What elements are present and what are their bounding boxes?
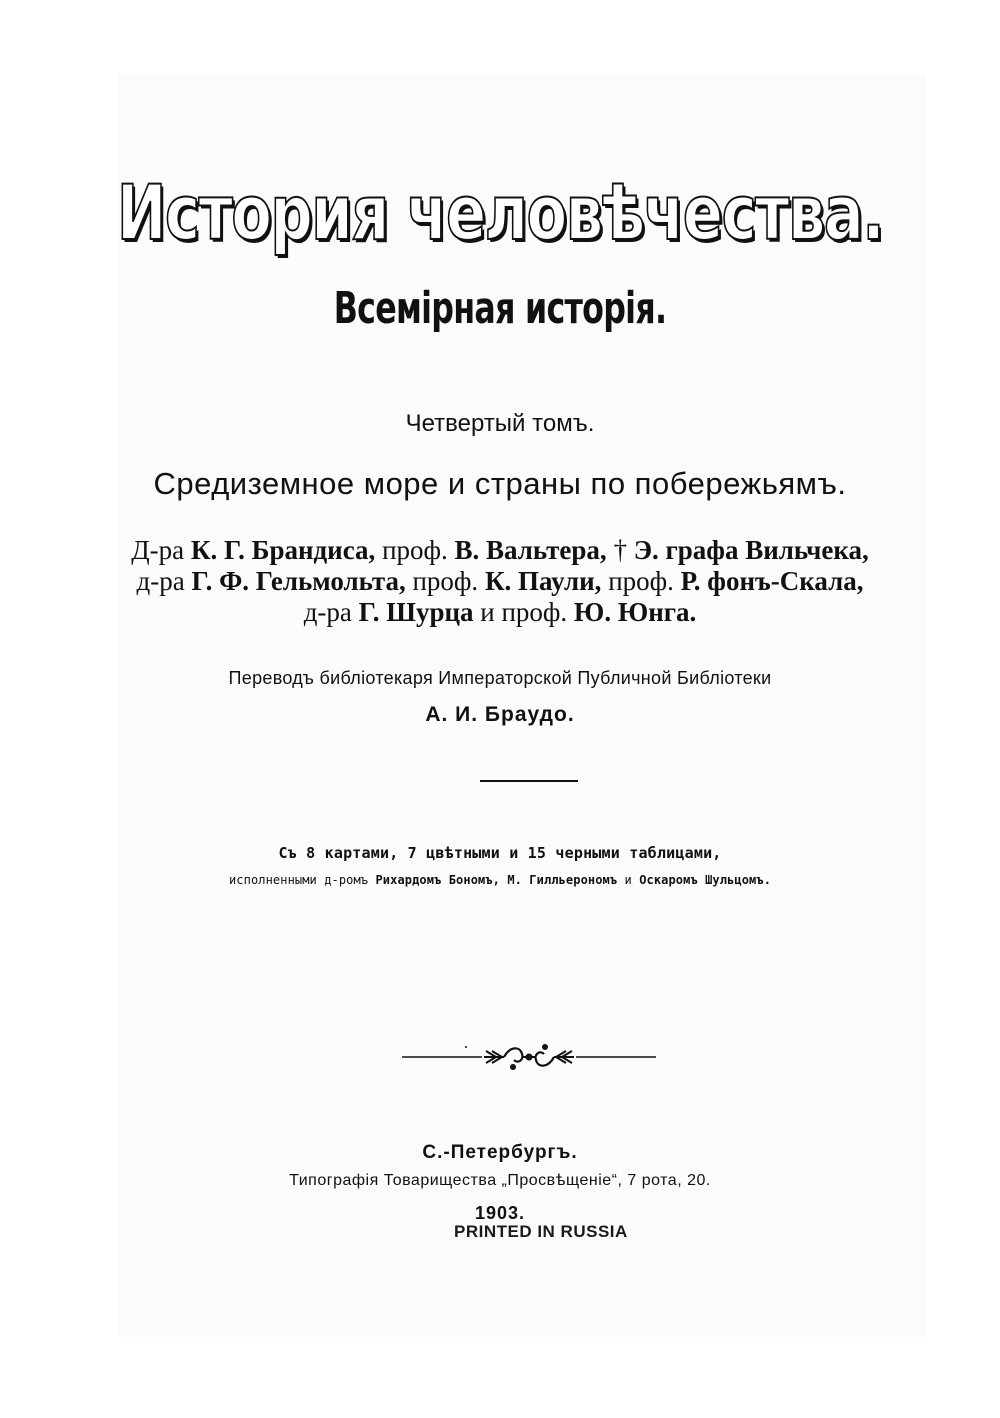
- illustrations-text: исполненными д-ромъ: [228, 873, 376, 887]
- divider-rule: [480, 780, 578, 782]
- book-subtitle: Всемірная исторія.: [333, 283, 667, 334]
- illustrator-name: М. Гилльерономъ: [500, 873, 618, 887]
- author-name: Г. Шурца: [358, 597, 474, 627]
- illustrator-name: Оскаромъ Шульцомъ.: [639, 873, 772, 887]
- author-name: К. Паули,: [484, 566, 602, 596]
- author-prefix: проф.: [405, 566, 485, 596]
- imprint-city: С.-Петербургъ.: [422, 1142, 578, 1163]
- author-prefix: и проф.: [473, 597, 574, 627]
- illustrations-line-2: [0, 873, 1000, 887]
- fleuron-ornament-icon: [400, 1040, 658, 1076]
- illustrations-line-1: Съ 8 картами, 7 цвѣтными и 15 черными таблицами,: [278, 844, 722, 862]
- author-prefix: проф.: [375, 535, 455, 565]
- author-prefix: †: [606, 535, 634, 565]
- author-prefix: д-ра: [136, 566, 192, 596]
- imprint-year: 1903.: [474, 1203, 526, 1223]
- author-name: Р. фонъ-Скала,: [680, 566, 864, 596]
- author-name: Ю. Юнга.: [573, 597, 697, 627]
- volume-heading: Средиземное море и страны по побережьямъ.: [153, 466, 847, 501]
- translator-name: А. И. Браудо.: [425, 703, 575, 726]
- authors-line-3: [0, 597, 1000, 628]
- printed-in-russia-stamp: PRINTED IN RUSSIA: [454, 1222, 628, 1241]
- book-title: История человѣчества.: [116, 168, 884, 257]
- author-prefix: д-ра: [303, 597, 359, 627]
- imprint-press: Типографія Товарищества „Просвѣщеніе“, 7 рота, 20.: [289, 1172, 711, 1189]
- author-name: Г. Ф. Гельмольта,: [191, 566, 406, 596]
- author-prefix: Д-ра: [131, 535, 191, 565]
- author-name: К. Г. Брандиса,: [190, 535, 376, 565]
- author-prefix: проф.: [601, 566, 681, 596]
- author-name: В. Вальтера,: [454, 535, 607, 565]
- author-name: Э. графа Вильчека,: [633, 535, 869, 565]
- volume-number: Четвертый томъ.: [405, 410, 595, 437]
- authors-line-2: [0, 566, 1000, 597]
- authors-line-1: [0, 535, 1000, 566]
- illustrator-name: Рихардомъ Бономъ,: [375, 873, 500, 887]
- illustrations-text: и: [617, 873, 640, 887]
- translation-note: Переводъ библіотекаря Императорской Публичной Библіотеки: [228, 668, 772, 688]
